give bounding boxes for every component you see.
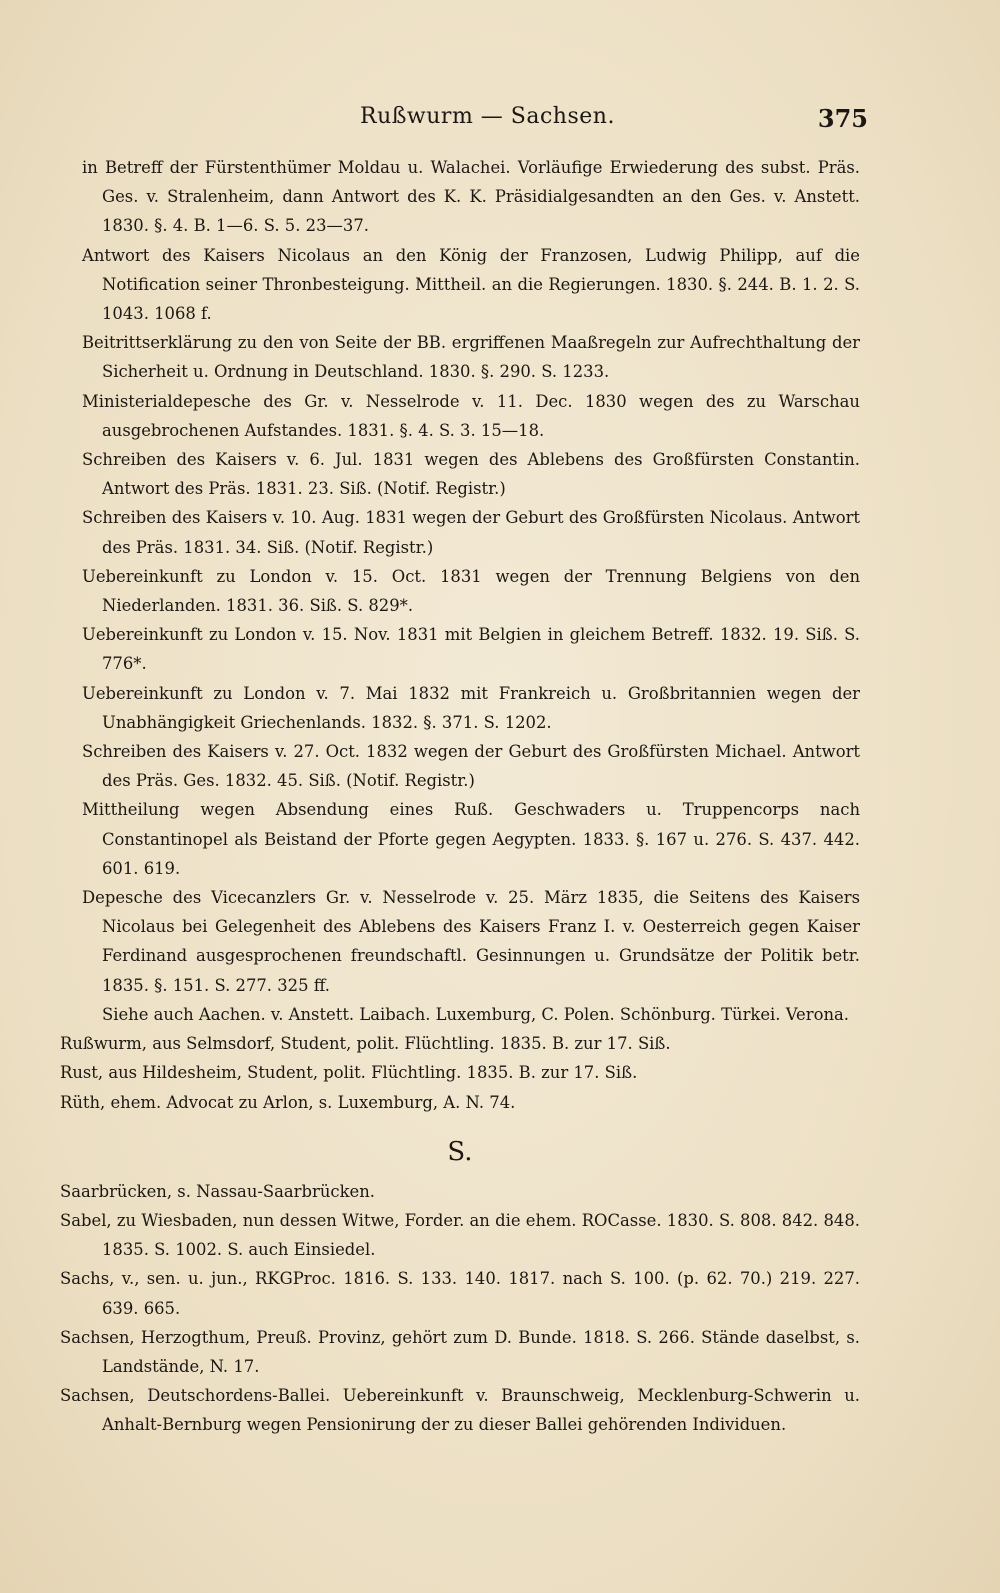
index-entry: Sabel, zu Wiesbaden, nun dessen Witwe, Forder. an die ehem. ROCasse. 1830. S. 808. 842. 848. 1835. S. 1002. S. auch Einsiedel.: [60, 1210, 860, 1260]
index-entry: Sachsen, Herzogthum, Preuß. Provinz, gehört zum D. Bunde. 1818. S. 266. Stände daselbst, s. Landstände, N. 17.: [60, 1327, 860, 1376]
index-entry: Uebereinkunft zu London v. 15. Nov. 1831 mit Belgien in gleichem Betreff. 1832. 19. Siß. S. 776*.: [82, 625, 860, 674]
index-entry: Schreiben des Kaisers v. 10. Aug. 1831 wegen der Geburt des Großfürsten Nicolaus. Antwort des Präs. 1831. 34. Siß. (Notif. Registr.): [82, 508, 860, 557]
index-entry: Beitrittserklärung zu den von Seite der BB. ergriffenen Maaßregeln zur Aufrechthaltung der Sicherheit u. Ordnung in Deutschland. 1830. §. 290. S. 1233.: [82, 333, 860, 382]
section-letter: S.: [447, 1136, 473, 1167]
index-entry: Mittheilung wegen Absendung eines Ruß. Geschwaders u. Truppencorps nach Constantinopel als Beistand der Pforte gegen Aegypten. 1833. §. 167 u. 276. S. 437. 442. 601. 619.: [82, 800, 860, 878]
index-entry: Uebereinkunft zu London v. 15. Oct. 1831 wegen der Trennung Belgiens von den Niederlanden. 1831. 36. Siß. S. 829*.: [82, 566, 860, 616]
index-entry: Saarbrücken, s. Nassau-Saarbrücken.: [60, 1181, 375, 1201]
index-entry: Depesche des Vicecanzlers Gr. v. Nesselrode v. 25. März 1835, die Seitens des Kaisers Nicolaus bei Gelegenheit des Ablebens des Kaisers Franz I. v. Oesterreich gegen Kaiser Ferdinand ausgesprochenen freundschaftl. Gesinnungen u. Grundsätze der Politik betr. 1835. §. 151. S. 277. 325 ff.: [82, 888, 860, 995]
index-entry: Sachs, v., sen. u. jun., RKGProc. 1816. S. 133. 140. 1817. nach S. 100. (p. 62. 70.) 219. 227. 639. 665.: [60, 1269, 860, 1318]
running-head: Rußwurm — Sachsen.: [360, 104, 615, 129]
index-entry: Schreiben des Kaisers v. 6. Jul. 1831 wegen des Ablebens des Großfürsten Constantin. Antwort des Präs. 1831. 23. Siß. (Notif. Registr.): [82, 450, 860, 499]
index-entries: [60, 153, 860, 1440]
index-entry: Rust, aus Hildesheim, Student, polit. Flüchtling. 1835. B. zur 17. Siß.: [60, 1063, 638, 1083]
index-entry: Uebereinkunft zu London v. 7. Mai 1832 mit Frankreich u. Großbritannien wegen der Unabhängigkeit Griechenlands. 1832. §. 371. S. 1202.: [82, 683, 860, 732]
see-also-entry: Siehe auch Aachen. v. Anstett. Laibach. Luxemburg, C. Polen. Schönburg. Türkei. Verona.: [102, 1004, 849, 1024]
index-entry: Ministerialdepesche des Gr. v. Nesselrode v. 11. Dec. 1830 wegen des zu Warschau ausgebrochenen Aufstandes. 1831. §. 4. S. 3. 15—18.: [82, 391, 860, 440]
index-entry: Antwort des Kaisers Nicolaus an den König der Franzosen, Ludwig Philipp, auf die Notification seiner Thronbesteigung. Mittheil. an die Regierungen. 1830. §. 244. B. 1. 2. S. 1043. 1068 f.: [82, 245, 860, 324]
index-entry: Schreiben des Kaisers v. 27. Oct. 1832 wegen der Geburt des Großfürsten Michael. Antwort des Präs. Ges. 1832. 45. Siß. (Notif. Registr.): [82, 742, 860, 791]
page-number: 375: [817, 104, 868, 133]
index-entry: Sachsen, Deutschordens-Ballei. Uebereinkunft v. Braunschweig, Mecklenburg-Schwerin u. Anhalt-Bernburg wegen Pensionirung der zu dieser Ballei gehörenden Individuen.: [60, 1386, 860, 1435]
page-header: [60, 100, 868, 140]
index-entry: Rußwurm, aus Selmsdorf, Student, polit. Flüchtling. 1835. B. zur 17. Siß.: [60, 1034, 671, 1054]
index-entry: in Betreff der Fürstenthümer Moldau u. Walachei. Vorläufige Erwiederung des subst. Präs. Ges. v. Stralenheim, dann Antwort des K. K. Präsidialgesandten an den Ges. v. Anstett. 1830. §. 4. B. 1—6. S. 5. 23—37.: [82, 158, 860, 236]
index-entry: Rüth, ehem. Advocat zu Arlon, s. Luxemburg, A. N. 74.: [60, 1092, 516, 1112]
